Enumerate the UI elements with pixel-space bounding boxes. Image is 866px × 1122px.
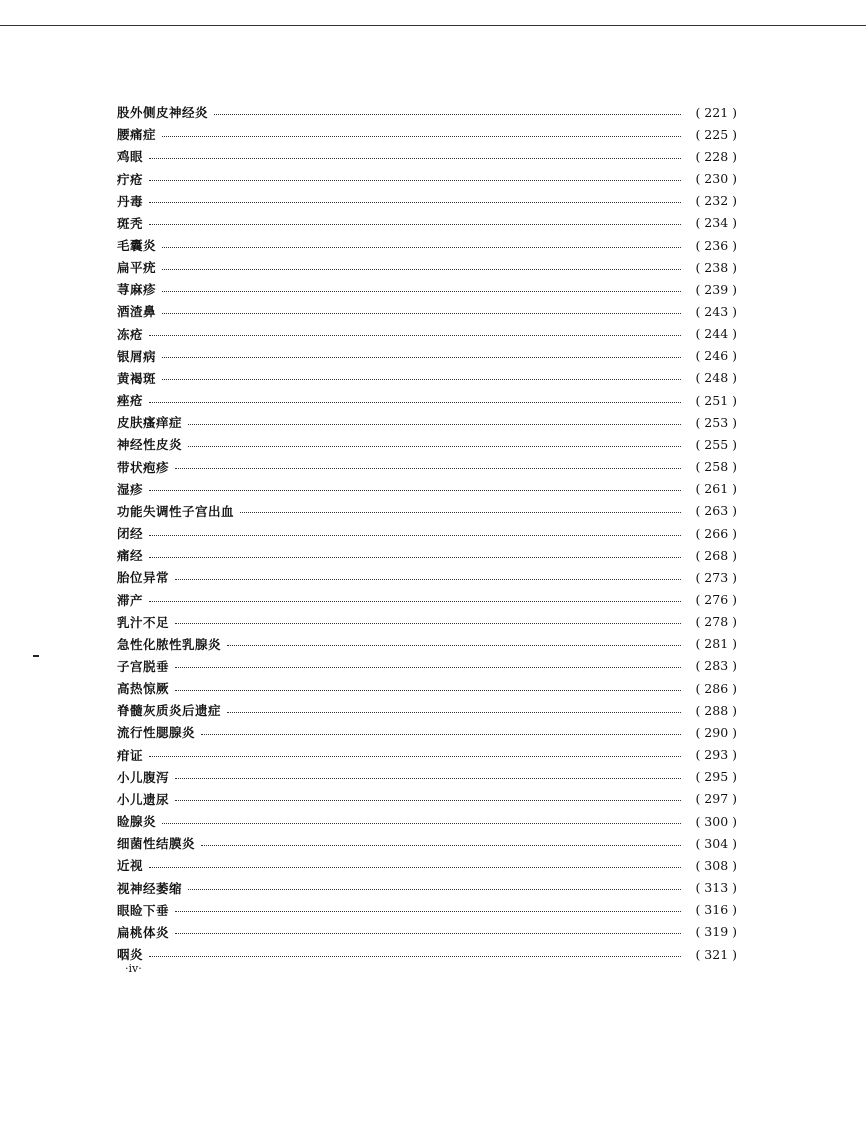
toc-entry-title: 视神经萎缩 [117,880,183,896]
toc-entry[interactable] [117,744,737,766]
toc-entry[interactable] [117,478,737,500]
dot-leader [175,933,681,934]
toc-entry-page: ( 238 ) [695,259,737,275]
toc-entry-title: 腰痛症 [117,127,157,143]
dot-leader [240,512,681,513]
toc-entry[interactable] [117,145,737,167]
toc-entry-page: ( 251 ) [695,392,737,408]
toc-entry-title: 急性化脓性乳腺炎 [117,636,222,652]
toc-entry[interactable] [117,588,737,610]
dot-leader [149,867,681,868]
dot-leader [162,136,681,137]
toc-entry[interactable] [117,234,737,256]
dot-leader [149,158,681,159]
toc-entry[interactable] [117,566,737,588]
dot-leader [175,911,681,912]
toc-entry-page: ( 278 ) [695,614,737,630]
toc-entry-title: 皮肤瘙痒症 [117,415,183,431]
toc-entry-page: ( 255 ) [695,436,737,452]
toc-entry-page: ( 266 ) [695,525,737,541]
dot-leader [149,402,681,403]
toc-entry-page: ( 286 ) [695,680,737,696]
dot-leader [149,535,681,536]
dot-leader [149,180,681,181]
toc-entry-title: 乳汁不足 [117,614,170,630]
toc-entry-page: ( 293 ) [695,747,737,763]
toc-entry-title: 细菌性结膜炎 [117,836,196,852]
dot-leader [175,579,681,580]
dot-leader [175,623,681,624]
toc-entry[interactable] [117,278,737,300]
toc-entry[interactable] [117,810,737,832]
dot-leader [175,778,681,779]
dot-leader [162,379,681,380]
toc-entry-page: ( 316 ) [695,902,737,918]
toc-entry[interactable] [117,677,737,699]
toc-entry-title: 鸡眼 [117,149,144,165]
toc-entry-page: ( 295 ) [695,769,737,785]
toc-entry-title: 眼睑下垂 [117,902,170,918]
dot-leader [175,667,681,668]
toc-entry-title: 冻疮 [117,326,144,342]
dot-leader [162,357,681,358]
toc-entry-page: ( 243 ) [695,303,737,319]
toc-entry-title: 痛经 [117,548,144,564]
toc-entry-title: 近视 [117,858,144,874]
dot-leader [175,800,681,801]
toc-entry-title: 扁平疣 [117,260,157,276]
toc-entry[interactable] [117,323,737,345]
toc-entry[interactable] [117,167,737,189]
toc-entry[interactable] [117,921,737,943]
dot-leader [149,490,681,491]
dot-leader [162,247,681,248]
toc-entry[interactable] [117,854,737,876]
toc-entry[interactable] [117,633,737,655]
toc-entry-title: 脊髓灰质炎后遗症 [117,703,222,719]
dot-leader [149,601,681,602]
dot-leader [214,114,681,115]
toc-entry-page: ( 230 ) [695,171,737,187]
dot-leader [149,956,681,957]
toc-entry-page: ( 313 ) [695,880,737,896]
dot-leader [201,734,681,735]
dot-leader [175,468,681,469]
toc-entry-title: 痤疮 [117,393,144,409]
toc-entry-page: ( 261 ) [695,481,737,497]
toc-entry[interactable] [117,832,737,854]
toc-entry-title: 斑秃 [117,215,144,231]
toc-entry-title: 疳证 [117,747,144,763]
toc-entry-page: ( 319 ) [695,924,737,940]
toc-entry[interactable] [117,345,737,367]
toc-entry-page: ( 244 ) [695,326,737,342]
table-of-contents [117,101,737,965]
toc-entry-title: 闭经 [117,526,144,542]
toc-entry-page: ( 225 ) [695,126,737,142]
toc-entry-title: 小儿腹泻 [117,769,170,785]
toc-entry-page: ( 268 ) [695,547,737,563]
dot-leader [188,446,681,447]
dot-leader [227,645,681,646]
dot-leader [227,712,681,713]
toc-entry[interactable] [117,300,737,322]
toc-entry-title: 滞产 [117,592,144,608]
toc-entry-page: ( 236 ) [695,237,737,253]
toc-entry[interactable] [117,788,737,810]
toc-entry-page: ( 283 ) [695,658,737,674]
toc-entry-title: 小儿遗尿 [117,791,170,807]
toc-entry[interactable] [117,899,737,921]
toc-entry[interactable] [117,411,737,433]
toc-entry[interactable] [117,456,737,478]
toc-entry-page: ( 221 ) [695,104,737,120]
toc-entry-title: 毛囊炎 [117,238,157,254]
dot-leader [162,313,681,314]
toc-entry[interactable] [117,699,737,721]
toc-entry-page: ( 297 ) [695,791,737,807]
toc-entry[interactable] [117,655,737,677]
toc-entry-page: ( 239 ) [695,281,737,297]
toc-entry-page: ( 288 ) [695,702,737,718]
dot-leader [149,557,681,558]
toc-entry-page: ( 276 ) [695,592,737,608]
toc-entry-page: ( 273 ) [695,569,737,585]
dot-leader [149,202,681,203]
toc-entry-title: 湿疹 [117,481,144,497]
toc-entry[interactable] [117,500,737,522]
toc-entry[interactable] [117,123,737,145]
scan-mark [33,655,39,657]
toc-entry-title: 丹毒 [117,193,144,209]
toc-entry-page: ( 246 ) [695,348,737,364]
toc-entry-title: 股外侧皮神经炎 [117,105,209,121]
dot-leader [149,756,681,757]
toc-entry-page: ( 321 ) [695,946,737,962]
toc-entry-title: 黄褐斑 [117,370,157,386]
toc-entry-title: 银屑病 [117,348,157,364]
toc-entry-title: 流行性腮腺炎 [117,725,196,741]
toc-entry[interactable] [117,721,737,743]
toc-entry-page: ( 300 ) [695,813,737,829]
toc-entry-page: ( 304 ) [695,835,737,851]
toc-entry[interactable] [117,943,737,965]
toc-entry-title: 扁桃体炎 [117,924,170,940]
header-rule [0,25,866,26]
toc-entry-page: ( 234 ) [695,215,737,231]
toc-entry-page: ( 248 ) [695,370,737,386]
dot-leader [149,335,681,336]
dot-leader [201,845,681,846]
toc-entry[interactable] [117,101,737,123]
dot-leader [162,269,681,270]
dot-leader [162,291,681,292]
dot-leader [162,823,681,824]
toc-entry[interactable] [117,766,737,788]
toc-entry-title: 带状疱疹 [117,459,170,475]
toc-entry-page: ( 228 ) [695,148,737,164]
toc-entry-page: ( 308 ) [695,857,737,873]
toc-entry-title: 酒渣鼻 [117,304,157,320]
toc-entry-title: 咽炎 [117,947,144,963]
toc-entry[interactable] [117,190,737,212]
toc-entry[interactable] [117,522,737,544]
toc-entry-page: ( 232 ) [695,193,737,209]
toc-entry-title: 神经性皮炎 [117,437,183,453]
toc-entry-page: ( 253 ) [695,414,737,430]
toc-entry-page: ( 281 ) [695,636,737,652]
toc-entry[interactable] [117,367,737,389]
toc-entry[interactable] [117,212,737,234]
dot-leader [149,224,681,225]
toc-entry[interactable] [117,433,737,455]
toc-entry[interactable] [117,389,737,411]
toc-entry-title: 胎位异常 [117,570,170,586]
toc-entry[interactable] [117,611,737,633]
toc-entry-title: 疔疮 [117,171,144,187]
toc-entry-title: 功能失调性子宫出血 [117,503,235,519]
toc-entry-title: 荨麻疹 [117,282,157,298]
toc-entry-page: ( 263 ) [695,503,737,519]
dot-leader [188,889,681,890]
toc-entry[interactable] [117,876,737,898]
dot-leader [188,424,681,425]
toc-entry-title: 高热惊厥 [117,681,170,697]
toc-entry-page: ( 258 ) [695,459,737,475]
dot-leader [175,690,681,691]
toc-entry[interactable] [117,544,737,566]
page-number-footer: ·iv· [125,962,142,975]
toc-entry-page: ( 290 ) [695,724,737,740]
toc-entry-title: 睑腺炎 [117,814,157,830]
toc-entry-title: 子宫脱垂 [117,658,170,674]
toc-entry[interactable] [117,256,737,278]
